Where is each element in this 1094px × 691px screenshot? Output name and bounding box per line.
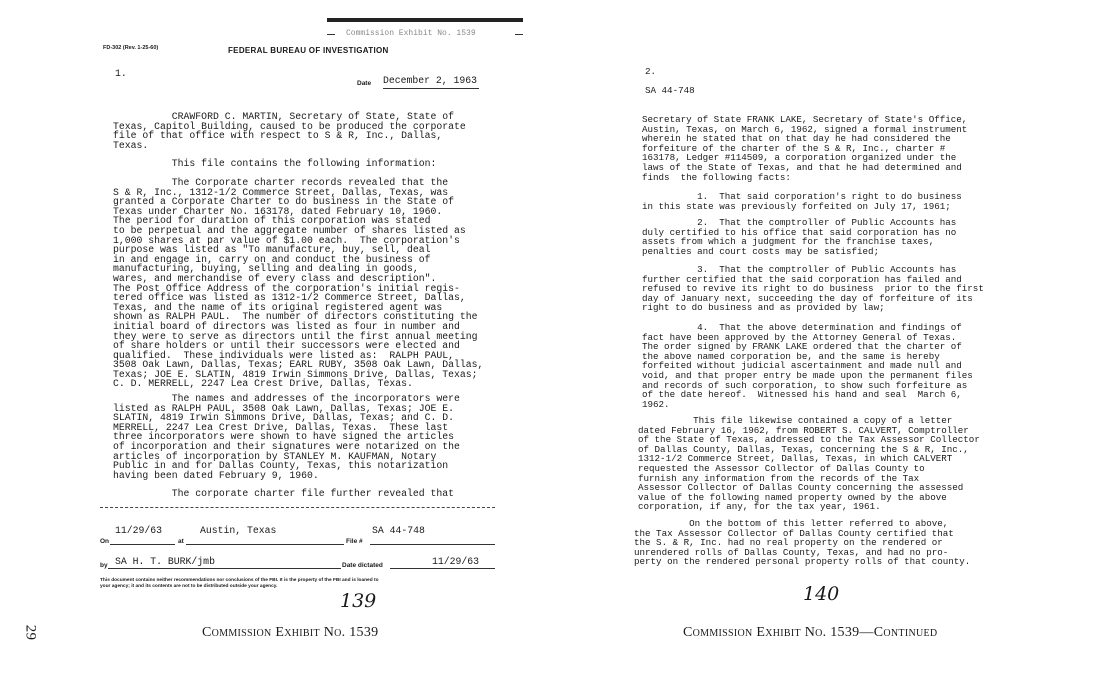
on-label: On [100, 538, 110, 545]
stamp-dash [515, 34, 523, 35]
dictated-label: Date dictated [342, 562, 383, 569]
paragraph-letter: This file likewise contained a copy of a letter dated February 16, 1962, from ROBERT S. CALVERT, Comptroller of the State of Texas, addressed to the Tax Assessor Collector of Dallas County, Dallas, Texas, concerning the S & R, Inc., 1312-1/2 Commerce Street, Dallas, Texas, in which CALVERT requested the Assessor Collector of Dallas County to furnish any information from the records of the Tax Assessor Collector of Dallas County concerning the assessed value of the following named property owned by the above corporation, if any, for the tax year, 1961. [638, 415, 980, 513]
paragraph-file-contains: This file contains the following information: [113, 158, 437, 169]
at-line [186, 544, 344, 545]
paragraph-charter: The Corporate charter records revealed that the S & R, Inc., 1312-1/2 Commerce Street, Dallas, Texas, was granted a Corporate Charter to do business in the State of Texas under Charter No. 163178, dated February 10, 1960. The period for duration of this corporation was stated to be perpetual and the aggregate number of shares listed as 1,000 shares at par value of $1.00 each. The corporation's purpose was listed as "To manufacture, buy, sell, deal in and engage in, carry on and conduct the business of manufacturing, buying, selling and dealing in goods, wares, and merchandise of every class and description". The Post Office Address of the corporation's initial regis- tered office was listed as 1312-1/2 Commerce Street, Dallas, Texas, and the name of its original registered agent was shown as RALPH PAUL. The number of directors constituting the initial board of directors was listed as four in number and they were to serve as directors until the first annual meeting of share holders or until their successors were elected and qualified. These individuals were listed as: RALPH PAUL, 3508 Oak Lawn, Dallas, Texas; EARL RUBY, 3508 Oak Lawn, Dallas, Texas; JOE E. SLATIN, 4819 Irwin Simmons Drive, Dallas, Texas; C. D. MERRELL, 2247 Lea Crest Drive, Dallas, Texas. [113, 177, 484, 390]
on-value: 11/29/63 [115, 525, 163, 536]
paragraph-secretary: Secretary of State FRANK LAKE, Secretary of State's Office, Austin, Texas, on March 6, 1962, signed a formal instrument wherein he stated that on that day he had considered the forfeiture of the charter of the S & R, Inc., charter # 163178, Ledger #114509, a corporation organized under the laws of the State of Texas, and that he had determined and finds the following facts: [642, 114, 968, 183]
stamp-dash [327, 34, 335, 35]
file-label: File # [346, 538, 363, 545]
paragraph-tax-assessor: On the bottom of this letter referred to above, the Tax Assessor Collector of Dallas County certified that the S. & R, Inc. had no real property on the rendered or unrendered rolls of Dallas County, Texas, and had no pro- perty on the rendered personal property rolls of that county. [634, 518, 971, 568]
file-line [370, 544, 495, 545]
side-page-number: 29 [22, 624, 39, 641]
dictated-line [390, 568, 495, 569]
handwritten-page-number: 139 [340, 590, 377, 612]
file-reference: SA 44-748 [645, 85, 695, 96]
exhibit-caption: Commission Exhibit No. 1539 [202, 625, 379, 640]
at-value: Austin, Texas [200, 525, 277, 536]
paragraph-finding-1: 1. That said corporation's right to do business in this state was previously forfeited on July 17, 1961; [642, 191, 962, 212]
exhibit-caption: Commission Exhibit No. 1539—Continued [683, 625, 938, 640]
page-number: 2. [645, 66, 657, 77]
paragraph-finding-3: 3. That the comptroller of Public Accounts has further certified that the said corporation has failed and refused to revive its right to do business prior to the first day of January next, succeeding the day of forfeiture of its right to do business and as provided by law; [642, 264, 984, 314]
top-scan-bar [327, 18, 523, 22]
form-number: FD-302 (Rev. 1-25-60) [103, 45, 159, 51]
dictated-value: 11/29/63 [432, 556, 480, 567]
by-value: SA H. T. BURK/jmb [115, 556, 215, 567]
paragraph-further: The corporate charter file further revealed that [113, 488, 454, 499]
section-divider [100, 507, 495, 508]
disclaimer: This document contains neither recommendations nor conclusions of the FBI. It is the property of the FBI and is loaned to your agency; it and its contents are not to be distributed outside your agency. [100, 578, 379, 589]
by-line [108, 568, 341, 569]
file-value: SA 44-748 [372, 525, 425, 536]
top-stamp: Commission Exhibit No. 1539 [346, 29, 476, 38]
on-line [110, 544, 175, 545]
agency-header: FEDERAL BUREAU OF INVESTIGATION [228, 46, 389, 55]
date-value: December 2, 1963 [383, 76, 479, 89]
paragraph-intro: CRAWFORD C. MARTIN, Secretary of State, State of Texas, Capitol Building, caused to be produced the corporate file of that office with respect to S & R, Inc., Dallas, Texas. [113, 111, 466, 151]
paragraph-finding-4: 4. That the above determination and findings of fact have been approved by the Attorney General of Texas. The order signed by FRANK LAKE ordered that the charter of the above named corporation be, and the same is hereby forfeited without judicial ascertainment and made null and void, and that proper entry be made upon the permanent files and records of such corporation, to show such forfeiture as of the date hereof. Witnessed his hand and seal March 6, 1962. [642, 322, 973, 410]
handwritten-page-number: 140 [803, 583, 840, 605]
page-number: 1. [115, 68, 127, 79]
paragraph-finding-2: 2. That the comptroller of Public Accounts has duly certified to his office that said corporation has no assets from which a judgment for the franchise taxes, penalties and court costs may be satisfied; [642, 217, 957, 257]
paragraph-incorporators: The names and addresses of the incorporators were listed as RALPH PAUL, 3508 Oak Lawn, Dallas, Texas; JOE E. SLATIN, 4819 Irwin Simmons Drive, Dallas, Texas; and C. D. MERRELL, 2247 Lea Crest Drive, Dallas, Texas. These last three incorporators were shown to have signed the articles of incorporation and their signatures were notarized on the articles of incorporation by STANLEY M. KAUFMAN, Notary Public in and for Dallas County, Texas, this notarization having been dated February 9, 1960. [113, 393, 460, 481]
by-label: by [100, 562, 108, 569]
date-label: Date [357, 80, 372, 87]
at-label: at [178, 538, 184, 545]
